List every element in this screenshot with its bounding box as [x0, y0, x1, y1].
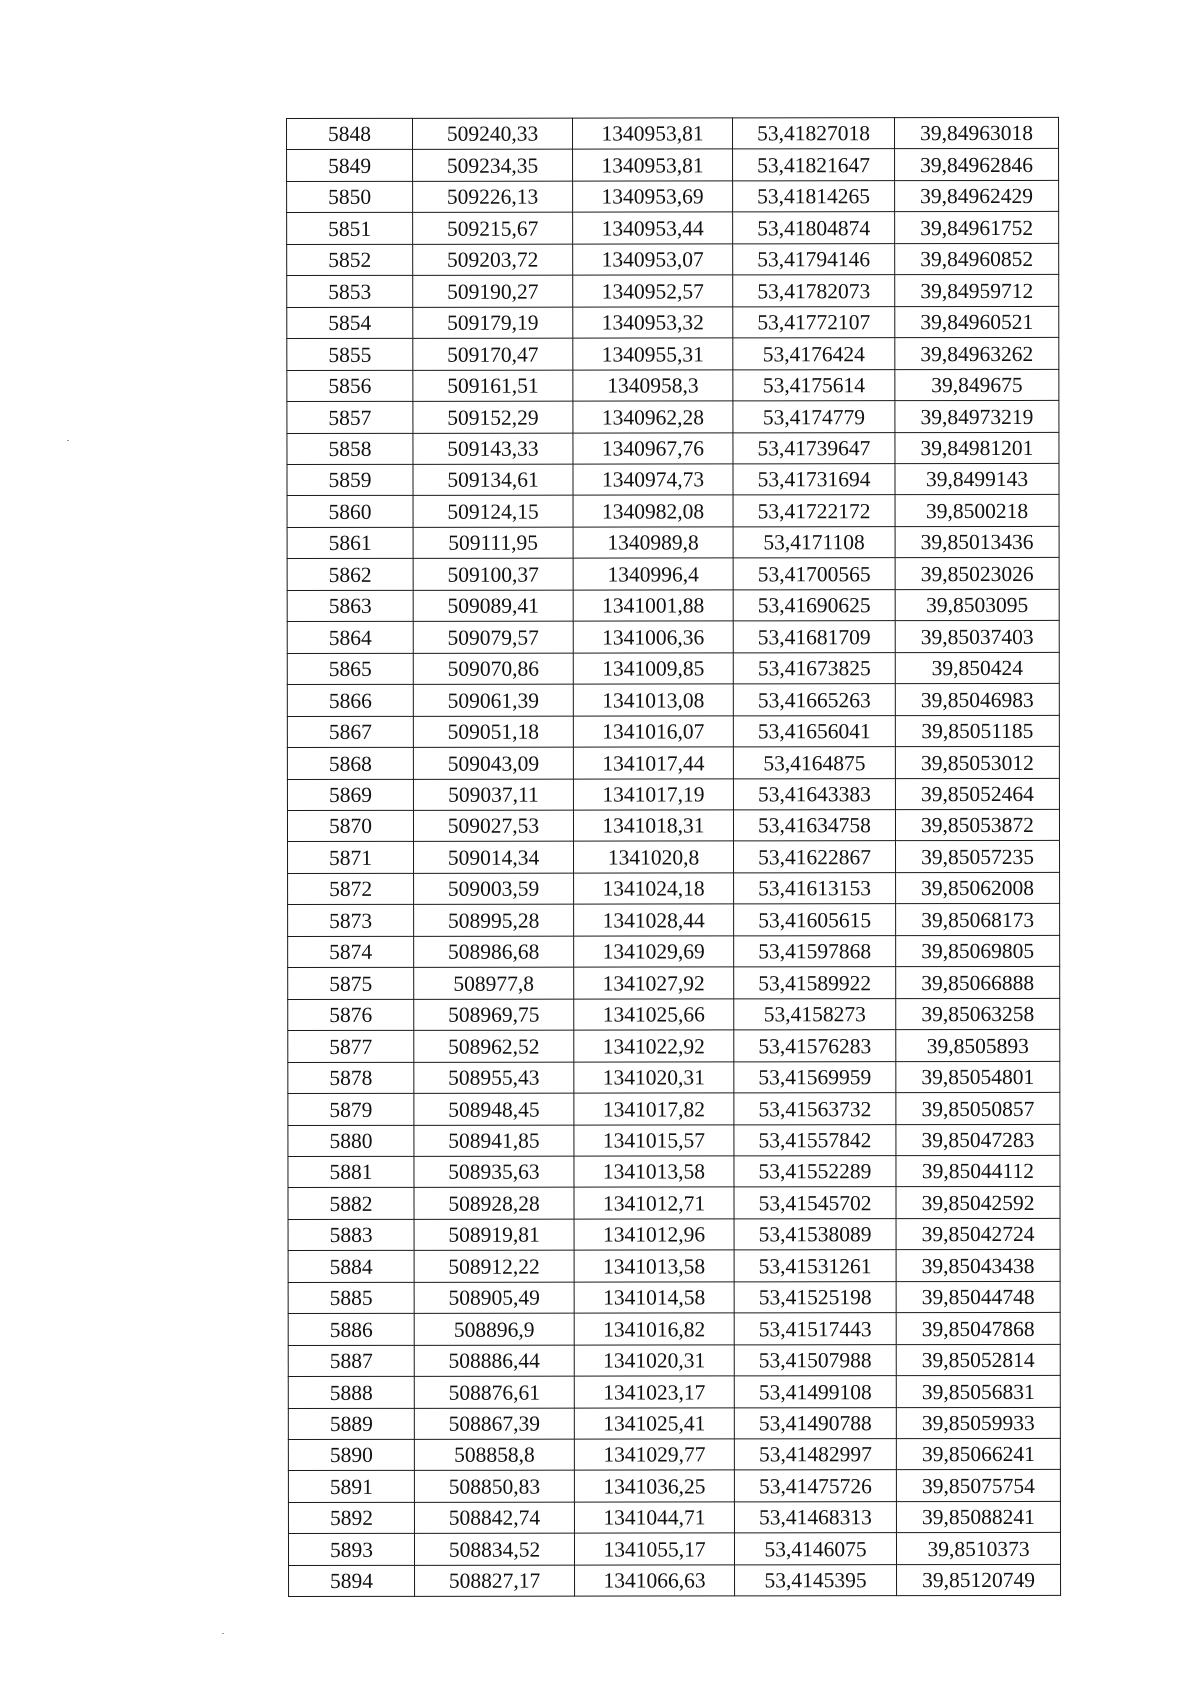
x-coordinate-cell: 508886,44 [414, 1345, 574, 1377]
y-coordinate-cell: 1341020,31 [574, 1345, 734, 1377]
x-coordinate-cell: 508867,39 [414, 1408, 574, 1440]
longitude-cell: 39,85066888 [896, 967, 1060, 999]
point-number-cell: 5860 [287, 496, 413, 528]
x-coordinate-cell: 509190,27 [413, 275, 573, 307]
longitude-cell: 39,85050857 [896, 1092, 1060, 1124]
point-number-cell: 5852 [287, 244, 413, 276]
latitude-cell: 53,41517443 [734, 1313, 896, 1345]
longitude-cell: 39,85023026 [895, 558, 1059, 590]
x-coordinate-cell: 509051,18 [413, 716, 573, 748]
x-coordinate-cell: 508948,45 [414, 1093, 574, 1125]
latitude-cell: 53,41597868 [734, 935, 896, 967]
latitude-cell: 53,41525198 [734, 1281, 896, 1313]
y-coordinate-cell: 1341022,92 [574, 1030, 734, 1062]
point-number-cell: 5887 [288, 1345, 414, 1377]
longitude-cell: 39,85053012 [895, 746, 1059, 778]
y-coordinate-cell: 1340989,8 [573, 527, 733, 559]
longitude-cell: 39,8500218 [895, 495, 1059, 527]
latitude-cell: 53,41613153 [734, 873, 896, 905]
table-row [287, 652, 1059, 685]
longitude-cell: 39,85051185 [895, 715, 1059, 747]
longitude-cell: 39,84960852 [895, 243, 1059, 275]
y-coordinate-cell: 1341029,69 [574, 936, 734, 968]
x-coordinate-cell: 509100,37 [413, 558, 573, 590]
x-coordinate-cell: 508912,22 [414, 1250, 574, 1282]
latitude-cell: 53,4171108 [733, 527, 895, 559]
point-number-cell: 5882 [288, 1188, 414, 1220]
y-coordinate-cell: 1341017,82 [574, 1093, 734, 1125]
longitude-cell: 39,84961752 [895, 212, 1059, 244]
table-row [287, 212, 1059, 245]
x-coordinate-cell: 509089,41 [413, 590, 573, 622]
point-number-cell: 5892 [288, 1502, 414, 1534]
latitude-cell: 53,4145395 [735, 1564, 897, 1596]
table-row [287, 715, 1059, 748]
x-coordinate-cell: 508834,52 [414, 1533, 574, 1565]
longitude-cell: 39,85075754 [896, 1470, 1060, 1502]
longitude-cell: 39,85043438 [896, 1250, 1060, 1282]
longitude-cell: 39,85053872 [895, 809, 1059, 841]
x-coordinate-cell: 508905,49 [414, 1282, 574, 1314]
point-number-cell: 5886 [288, 1314, 414, 1346]
point-number-cell: 5865 [287, 653, 413, 685]
point-number-cell: 5850 [287, 181, 413, 213]
point-number-cell: 5853 [287, 276, 413, 308]
latitude-cell: 53,41656041 [733, 715, 895, 747]
table-row [288, 1438, 1060, 1471]
table-row [287, 180, 1059, 213]
x-coordinate-cell: 509240,33 [413, 118, 573, 150]
x-coordinate-cell: 508858,8 [414, 1439, 574, 1471]
longitude-cell: 39,84959712 [895, 275, 1059, 307]
latitude-cell: 53,41490788 [734, 1407, 896, 1439]
longitude-cell: 39,85056831 [896, 1376, 1060, 1408]
point-number-cell: 5878 [288, 1062, 414, 1094]
longitude-cell: 39,85052814 [896, 1344, 1060, 1376]
x-coordinate-cell: 509215,67 [413, 212, 573, 244]
x-coordinate-cell: 509079,57 [413, 621, 573, 653]
x-coordinate-cell: 508919,81 [414, 1219, 574, 1251]
x-coordinate-cell: 508935,63 [414, 1156, 574, 1188]
point-number-cell: 5855 [287, 338, 413, 370]
point-number-cell: 5879 [288, 1093, 414, 1125]
y-coordinate-cell: 1340958,3 [573, 370, 733, 402]
latitude-cell: 53,41690625 [733, 589, 895, 621]
latitude-cell: 53,41475726 [734, 1470, 896, 1502]
point-number-cell: 5870 [287, 810, 413, 842]
y-coordinate-cell: 1340967,76 [573, 432, 733, 464]
table-row [288, 872, 1060, 905]
point-number-cell: 5856 [287, 370, 413, 402]
scan-speck [67, 440, 69, 441]
longitude-cell: 39,84962429 [895, 180, 1059, 212]
y-coordinate-cell: 1341020,8 [574, 841, 734, 873]
longitude-cell: 39,8505893 [896, 1030, 1060, 1062]
y-coordinate-cell: 1341016,82 [574, 1313, 734, 1345]
latitude-cell: 53,41552289 [734, 1156, 896, 1188]
table-row [288, 1344, 1060, 1377]
table-row [287, 746, 1059, 779]
x-coordinate-cell: 508896,9 [414, 1313, 574, 1345]
y-coordinate-cell: 1341013,58 [574, 1156, 734, 1188]
y-coordinate-cell: 1341018,31 [573, 810, 733, 842]
y-coordinate-cell: 1340982,08 [573, 495, 733, 527]
table-row [287, 809, 1059, 842]
longitude-cell: 39,85088241 [896, 1501, 1060, 1533]
longitude-cell: 39,85044748 [896, 1281, 1060, 1313]
x-coordinate-cell: 509111,95 [413, 527, 573, 559]
longitude-cell: 39,85047283 [896, 1124, 1060, 1156]
x-coordinate-cell: 509003,59 [414, 873, 574, 905]
latitude-cell: 53,41772107 [733, 306, 895, 338]
point-number-cell: 5888 [288, 1376, 414, 1408]
y-coordinate-cell: 1340953,44 [573, 212, 733, 244]
y-coordinate-cell: 1341024,18 [574, 873, 734, 905]
table-row [287, 778, 1059, 811]
point-number-cell: 5867 [287, 716, 413, 748]
x-coordinate-cell: 508842,74 [414, 1502, 574, 1534]
point-number-cell: 5881 [288, 1156, 414, 1188]
point-number-cell: 5877 [288, 1030, 414, 1062]
longitude-cell: 39,84981201 [895, 432, 1059, 464]
longitude-cell: 39,85047868 [896, 1313, 1060, 1345]
latitude-cell: 53,41545702 [734, 1187, 896, 1219]
x-coordinate-cell: 509179,19 [413, 307, 573, 339]
point-number-cell: 5868 [287, 747, 413, 779]
point-number-cell: 5862 [287, 559, 413, 591]
point-number-cell: 5854 [287, 307, 413, 339]
longitude-cell: 39,85068173 [896, 904, 1060, 936]
longitude-cell: 39,84962846 [895, 149, 1059, 181]
longitude-cell: 39,84973219 [895, 400, 1059, 432]
longitude-cell: 39,85037403 [895, 621, 1059, 653]
table-row [287, 495, 1059, 528]
table-row [288, 1030, 1060, 1063]
longitude-cell: 39,85042592 [896, 1187, 1060, 1219]
point-number-cell: 5866 [287, 684, 413, 716]
point-number-cell: 5864 [287, 622, 413, 654]
longitude-cell: 39,84960521 [895, 306, 1059, 338]
latitude-cell: 53,41563732 [734, 1093, 896, 1125]
x-coordinate-cell: 508827,17 [415, 1565, 575, 1597]
y-coordinate-cell: 1341029,77 [574, 1439, 734, 1471]
latitude-cell: 53,41643383 [733, 778, 895, 810]
longitude-cell: 39,849675 [895, 369, 1059, 401]
y-coordinate-cell: 1341025,41 [574, 1407, 734, 1439]
longitude-cell: 39,85054801 [896, 1061, 1060, 1093]
point-number-cell: 5876 [288, 999, 414, 1031]
y-coordinate-cell: 1341055,17 [574, 1533, 734, 1565]
table-row [288, 1313, 1060, 1346]
table-row [288, 1281, 1060, 1314]
table-row [288, 1187, 1060, 1220]
y-coordinate-cell: 1341012,71 [574, 1187, 734, 1219]
latitude-cell: 53,41794146 [733, 243, 895, 275]
table-row [288, 998, 1060, 1031]
table-row [287, 400, 1059, 433]
table-row [289, 1564, 1061, 1597]
y-coordinate-cell: 1341027,92 [574, 967, 734, 999]
y-coordinate-cell: 1340996,4 [573, 558, 733, 590]
point-number-cell: 5873 [288, 905, 414, 937]
point-number-cell: 5872 [288, 873, 414, 905]
table-row [288, 1218, 1060, 1251]
latitude-cell: 53,41499108 [734, 1376, 896, 1408]
table-row [287, 684, 1059, 717]
longitude-cell: 39,85052464 [895, 778, 1059, 810]
x-coordinate-cell: 509170,47 [413, 338, 573, 370]
table-row [288, 1376, 1060, 1409]
latitude-cell: 53,41482997 [734, 1439, 896, 1471]
table-row [287, 275, 1059, 308]
table-row [287, 369, 1059, 402]
latitude-cell: 53,41589922 [734, 967, 896, 999]
table-row [288, 1470, 1060, 1503]
y-coordinate-cell: 1341001,88 [573, 590, 733, 622]
point-number-cell: 5893 [288, 1534, 414, 1566]
point-number-cell: 5890 [288, 1439, 414, 1471]
point-number-cell: 5891 [288, 1471, 414, 1503]
x-coordinate-cell: 509043,09 [413, 747, 573, 779]
point-number-cell: 5849 [287, 150, 413, 182]
y-coordinate-cell: 1341016,07 [573, 715, 733, 747]
y-coordinate-cell: 1341009,85 [573, 653, 733, 685]
x-coordinate-cell: 508962,52 [414, 1030, 574, 1062]
point-number-cell: 5880 [288, 1125, 414, 1157]
latitude-cell: 53,4174779 [733, 401, 895, 433]
latitude-cell: 53,41468313 [734, 1502, 896, 1534]
y-coordinate-cell: 1340953,81 [573, 118, 733, 150]
x-coordinate-cell: 508995,28 [414, 904, 574, 936]
table-row [288, 1533, 1060, 1566]
table-row [287, 558, 1059, 591]
x-coordinate-cell: 508850,83 [414, 1471, 574, 1503]
longitude-cell: 39,8503095 [895, 589, 1059, 621]
latitude-cell: 53,41804874 [733, 212, 895, 244]
coordinates-table [286, 117, 1061, 1597]
point-number-cell: 5861 [287, 527, 413, 559]
point-number-cell: 5848 [287, 118, 413, 150]
table-row [287, 589, 1059, 622]
x-coordinate-cell: 509161,51 [413, 370, 573, 402]
point-number-cell: 5863 [287, 590, 413, 622]
y-coordinate-cell: 1340952,57 [573, 275, 733, 307]
y-coordinate-cell: 1340953,81 [573, 149, 733, 181]
point-number-cell: 5885 [288, 1282, 414, 1314]
longitude-cell: 39,8510373 [896, 1533, 1060, 1565]
latitude-cell: 53,41821647 [733, 149, 895, 181]
point-number-cell: 5889 [288, 1408, 414, 1440]
latitude-cell: 53,41507988 [734, 1344, 896, 1376]
longitude-cell: 39,85120749 [897, 1564, 1061, 1596]
table-row [288, 1124, 1060, 1157]
y-coordinate-cell: 1341028,44 [574, 904, 734, 936]
latitude-cell: 53,41557842 [734, 1124, 896, 1156]
y-coordinate-cell: 1341044,71 [574, 1502, 734, 1534]
point-number-cell: 5874 [288, 936, 414, 968]
x-coordinate-cell: 509203,72 [413, 244, 573, 276]
longitude-cell: 39,850424 [895, 652, 1059, 684]
latitude-cell: 53,4176424 [733, 338, 895, 370]
longitude-cell: 39,8499143 [895, 463, 1059, 495]
longitude-cell: 39,85044112 [896, 1155, 1060, 1187]
x-coordinate-cell: 509226,13 [413, 181, 573, 213]
table-row [288, 1250, 1060, 1283]
latitude-cell: 53,41827018 [733, 118, 895, 150]
table-row [288, 1155, 1060, 1188]
x-coordinate-cell: 508986,68 [414, 936, 574, 968]
point-number-cell: 5857 [287, 401, 413, 433]
x-coordinate-cell: 509143,33 [413, 433, 573, 465]
latitude-cell: 53,41673825 [733, 652, 895, 684]
point-number-cell: 5875 [288, 968, 414, 1000]
latitude-cell: 53,41681709 [733, 621, 895, 653]
x-coordinate-cell: 509152,29 [413, 401, 573, 433]
longitude-cell: 39,85066241 [896, 1438, 1060, 1470]
longitude-cell: 39,84963262 [895, 338, 1059, 370]
x-coordinate-cell: 508876,61 [414, 1376, 574, 1408]
longitude-cell: 39,85013436 [895, 526, 1059, 558]
longitude-cell: 39,85069805 [896, 935, 1060, 967]
y-coordinate-cell: 1340962,28 [573, 401, 733, 433]
latitude-cell: 53,41665263 [733, 684, 895, 716]
latitude-cell: 53,41739647 [733, 432, 895, 464]
x-coordinate-cell: 508977,8 [414, 967, 574, 999]
table-row [288, 1407, 1060, 1440]
latitude-cell: 53,41569959 [734, 1061, 896, 1093]
longitude-cell: 39,85062008 [896, 872, 1060, 904]
longitude-cell: 39,85063258 [896, 998, 1060, 1030]
y-coordinate-cell: 1340955,31 [573, 338, 733, 370]
y-coordinate-cell: 1341013,08 [573, 684, 733, 716]
y-coordinate-cell: 1341036,25 [574, 1470, 734, 1502]
longitude-cell: 39,84963018 [895, 117, 1059, 149]
x-coordinate-cell: 509124,15 [413, 496, 573, 528]
point-number-cell: 5883 [288, 1219, 414, 1251]
coordinates-table-body [287, 117, 1061, 1596]
point-number-cell: 5858 [287, 433, 413, 465]
table-row [288, 841, 1060, 874]
y-coordinate-cell: 1340953,07 [573, 244, 733, 276]
latitude-cell: 53,41782073 [733, 275, 895, 307]
y-coordinate-cell: 1340953,32 [573, 307, 733, 339]
table-row [287, 243, 1059, 276]
y-coordinate-cell: 1340953,69 [573, 181, 733, 213]
table-row [287, 149, 1059, 182]
y-coordinate-cell: 1341012,96 [574, 1219, 734, 1251]
table-row [287, 306, 1059, 339]
x-coordinate-cell: 509234,35 [413, 150, 573, 182]
point-number-cell: 5884 [288, 1251, 414, 1283]
x-coordinate-cell: 509037,11 [413, 779, 573, 811]
table-row [287, 526, 1059, 559]
y-coordinate-cell: 1341014,58 [574, 1282, 734, 1314]
latitude-cell: 53,41576283 [734, 1030, 896, 1062]
y-coordinate-cell: 1341066,63 [575, 1565, 735, 1597]
y-coordinate-cell: 1341025,66 [574, 999, 734, 1031]
point-number-cell: 5894 [289, 1565, 415, 1597]
latitude-cell: 53,41731694 [733, 464, 895, 496]
longitude-cell: 39,85059933 [896, 1407, 1060, 1439]
x-coordinate-cell: 508969,75 [414, 999, 574, 1031]
y-coordinate-cell: 1341013,58 [574, 1250, 734, 1282]
point-number-cell: 5859 [287, 464, 413, 496]
x-coordinate-cell: 509027,53 [413, 810, 573, 842]
latitude-cell: 53,4164875 [733, 747, 895, 779]
latitude-cell: 53,4158273 [734, 998, 896, 1030]
y-coordinate-cell: 1341006,36 [573, 621, 733, 653]
y-coordinate-cell: 1340974,73 [573, 464, 733, 496]
table-row [287, 117, 1059, 150]
y-coordinate-cell: 1341017,19 [573, 778, 733, 810]
point-number-cell: 5869 [287, 779, 413, 811]
point-number-cell: 5871 [288, 842, 414, 874]
table-row [287, 621, 1059, 654]
longitude-cell: 39,85057235 [896, 841, 1060, 873]
longitude-cell: 39,85046983 [895, 684, 1059, 716]
y-coordinate-cell: 1341017,44 [573, 747, 733, 779]
x-coordinate-cell: 508928,28 [414, 1188, 574, 1220]
table-row [288, 1501, 1060, 1534]
table-row [288, 1092, 1060, 1125]
table-row [287, 432, 1059, 465]
y-coordinate-cell: 1341020,31 [574, 1061, 734, 1093]
point-number-cell: 5851 [287, 213, 413, 245]
x-coordinate-cell: 508941,85 [414, 1125, 574, 1157]
latitude-cell: 53,41605615 [734, 904, 896, 936]
latitude-cell: 53,41531261 [734, 1250, 896, 1282]
latitude-cell: 53,41622867 [734, 841, 896, 873]
latitude-cell: 53,41722172 [733, 495, 895, 527]
latitude-cell: 53,4175614 [733, 369, 895, 401]
x-coordinate-cell: 509014,34 [414, 842, 574, 874]
scan-speck [222, 1633, 224, 1634]
table-row [288, 935, 1060, 968]
latitude-cell: 53,41700565 [733, 558, 895, 590]
table-row [287, 463, 1059, 496]
table-row [288, 967, 1060, 1000]
table-row [288, 904, 1060, 937]
y-coordinate-cell: 1341023,17 [574, 1376, 734, 1408]
table-row [288, 1061, 1060, 1094]
longitude-cell: 39,85042724 [896, 1218, 1060, 1250]
latitude-cell: 53,41538089 [734, 1219, 896, 1251]
y-coordinate-cell: 1341015,57 [574, 1124, 734, 1156]
latitude-cell: 53,41634758 [733, 810, 895, 842]
latitude-cell: 53,4146075 [734, 1533, 896, 1565]
x-coordinate-cell: 508955,43 [414, 1062, 574, 1094]
x-coordinate-cell: 509134,61 [413, 464, 573, 496]
x-coordinate-cell: 509061,39 [413, 684, 573, 716]
latitude-cell: 53,41814265 [733, 181, 895, 213]
x-coordinate-cell: 509070,86 [413, 653, 573, 685]
table-row [287, 338, 1059, 371]
